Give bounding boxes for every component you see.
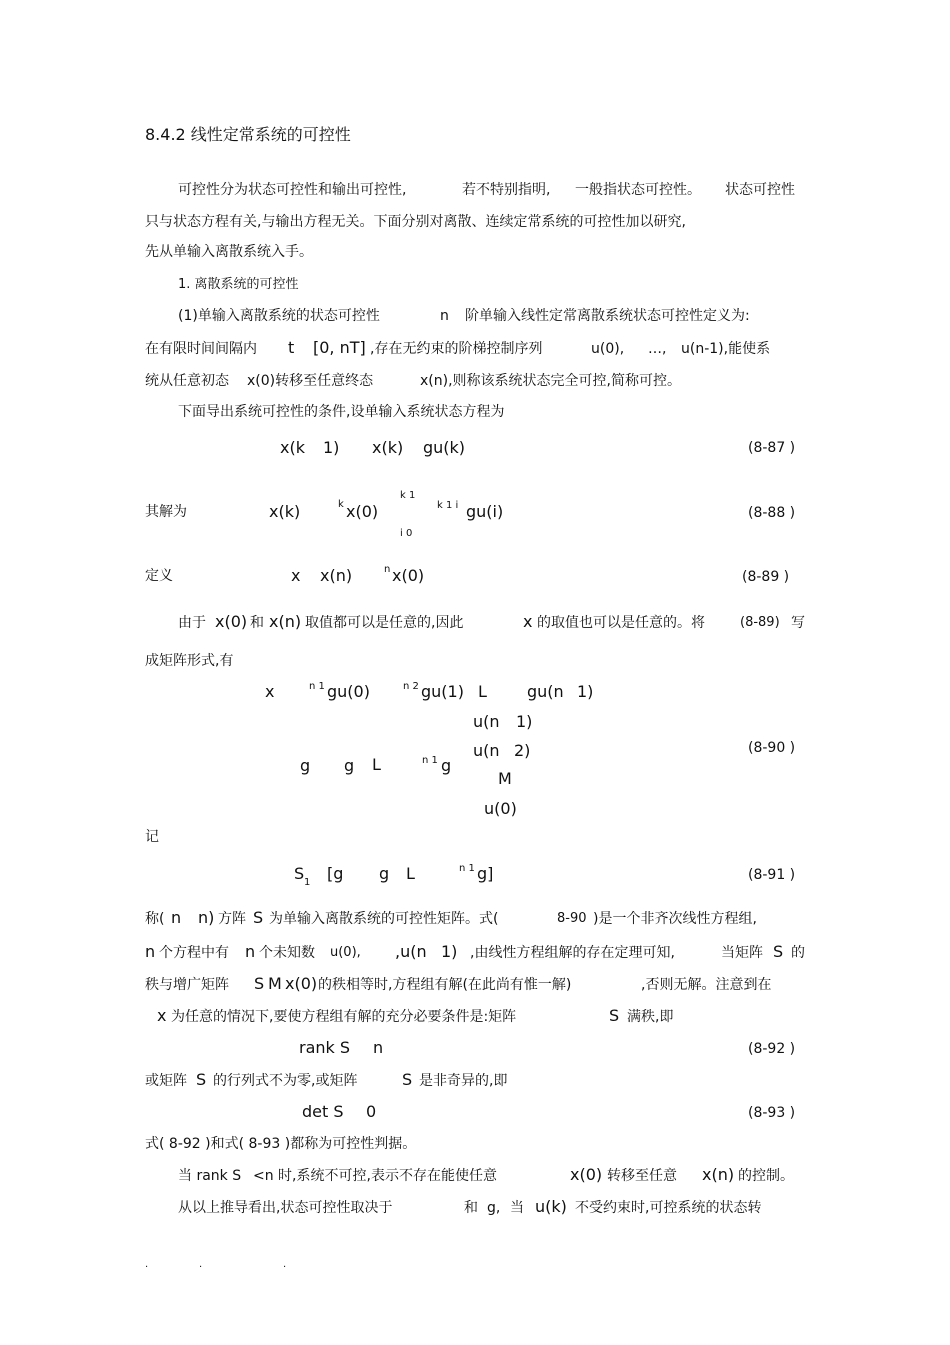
equation-number: (8-91 ) <box>748 867 796 883</box>
math-superscript: n <box>384 564 391 575</box>
subsection-title: 1. 离散系统的可控性 <box>178 277 299 292</box>
math-text: S <box>254 974 265 993</box>
math-text: u(n <box>473 712 500 731</box>
paragraph-text: x(0)转移至任意终态 <box>247 373 374 389</box>
equation-number: (8-89 ) <box>742 569 790 585</box>
math-text: g <box>344 756 355 775</box>
math-text: L <box>406 864 415 883</box>
math-text: g <box>379 864 390 883</box>
math-text: [g <box>327 864 344 883</box>
math-text: 1) <box>441 942 458 961</box>
paragraph-text: 当 rank S <box>178 1168 242 1184</box>
paragraph-text: (8-89) <box>740 615 780 630</box>
paragraph-text: 个方程中有 <box>159 945 229 961</box>
math-text: n <box>145 942 156 961</box>
math-text: u(0) <box>484 799 517 818</box>
paragraph-text: u(n-1),能使系 <box>681 341 771 357</box>
paragraph-text: 写 <box>791 615 805 631</box>
equation-number: (8-93 ) <box>748 1105 796 1121</box>
math-text: 1) <box>577 682 594 701</box>
equation-number: (8-92 ) <box>748 1041 796 1057</box>
paragraph-text: u(0), <box>591 341 625 357</box>
math-text: g <box>300 756 311 775</box>
math-text: u(n <box>473 741 500 760</box>
math-superscript: k <box>338 499 344 510</box>
math-text: gu(0) <box>327 682 370 701</box>
math-text: n <box>373 1038 384 1057</box>
paragraph-text: ,存在无约束的阶梯控制序列 <box>370 341 543 357</box>
paragraph-text: 为任意的情况下,要使方程组有解的充分必要条件是:矩阵 <box>171 1009 517 1025</box>
paragraph-text: 当 <box>510 1200 524 1216</box>
math-superscript: k 1 i <box>437 500 459 511</box>
intro-text: 可控性分为状态可控性和输出可控性, <box>178 182 407 198</box>
math-text: 1) <box>323 438 340 457</box>
math-text: det S <box>302 1102 344 1121</box>
math-superscript: n 2 <box>403 681 419 692</box>
intro-text: 一般指状态可控性。 <box>575 182 701 198</box>
paragraph-text: 8-90 <box>557 911 587 926</box>
math-sum-lower: i 0 <box>400 528 413 539</box>
math-text: S <box>609 1006 620 1025</box>
paragraph-text: n <box>440 308 449 324</box>
paragraph-text: 和 <box>464 1200 478 1216</box>
math-text: L <box>478 682 487 701</box>
paragraph-text: 阶单输入线性定常离散系统状态可控性定义为: <box>465 308 750 324</box>
paragraph-text: 的取值也可以是任意的。将 <box>537 615 705 631</box>
paragraph-text: 个未知数 <box>259 945 315 961</box>
paragraph-text: 的 <box>791 945 805 961</box>
equation-number: (8-87 ) <box>748 440 796 456</box>
math-text: S <box>402 1070 413 1089</box>
paragraph-text: 由于 <box>178 615 206 631</box>
math-superscript: n 1 <box>459 863 475 874</box>
equation-number: (8-90 ) <box>748 740 796 756</box>
footer-dot: . <box>199 1259 203 1270</box>
equation-number: (8-88 ) <box>748 505 796 521</box>
math-text: x(0) <box>346 502 379 521</box>
paragraph-text: 满秩,即 <box>627 1009 674 1025</box>
math-text: 0 <box>366 1102 377 1121</box>
math-text: x(k <box>280 438 305 457</box>
math-text: g] <box>477 864 494 883</box>
paragraph-text: (1)单输入离散系统的状态可控性 <box>178 308 380 324</box>
math-text: n) <box>198 908 215 927</box>
math-text: M <box>268 974 282 993</box>
math-text: L <box>372 755 381 774</box>
math-text: x <box>265 682 275 701</box>
math-text: gu(1) <box>421 682 464 701</box>
intro-text: 只与状态方程有关,与输出方程无关。下面分别对离散、连续定常系统的可控性加以研究, <box>145 214 686 230</box>
math-text: x(n) <box>702 1165 735 1184</box>
paragraph-text: 成矩阵形式,有 <box>145 653 234 669</box>
math-text: x(0) <box>392 566 425 585</box>
math-text: x(0) <box>215 612 248 631</box>
math-text: 2) <box>514 741 531 760</box>
paragraph-text: <n 时,系统不可控,表示不存在能使任意 <box>253 1168 497 1184</box>
paragraph-text: 的控制。 <box>738 1168 794 1184</box>
paragraph-text: 当矩阵 <box>721 945 763 961</box>
math-text: x(0) <box>285 974 318 993</box>
intro-text: 先从单输入离散系统入手。 <box>145 244 313 260</box>
math-sum-upper: k 1 <box>400 490 416 501</box>
math-text: [0, nT] <box>313 338 366 357</box>
paragraph-text: 统从任意初态 <box>145 373 229 389</box>
paragraph-text: ,由线性方程组解的存在定理可知, <box>470 945 675 961</box>
paragraph-text: 方阵 <box>218 911 246 927</box>
section-heading: 8.4.2 线性定常系统的可控性 <box>145 125 351 144</box>
paragraph-text: 在有限时间间隔内 <box>145 341 257 357</box>
math-text: x(n) <box>320 566 353 585</box>
paragraph-text: 从以上推导看出,状态可控性取决于 <box>178 1200 393 1216</box>
math-text: u(k) <box>535 1197 567 1216</box>
paragraph-text: 是非奇异的,即 <box>419 1073 508 1089</box>
math-text: x(0) <box>570 1165 603 1184</box>
math-superscript: n 1 <box>309 681 325 692</box>
paragraph-text: 其解为 <box>145 504 187 520</box>
paragraph-text: 取值都可以是任意的,因此 <box>305 615 464 631</box>
footer-dot: . <box>283 1259 287 1270</box>
paragraph-text: 式( 8-92 )和式( 8-93 )都称为可控性判据。 <box>145 1136 417 1152</box>
math-text: S <box>253 908 264 927</box>
math-text: M <box>498 769 512 788</box>
math-text: ,u(n <box>395 942 427 961</box>
math-text: u(0), <box>330 945 361 960</box>
paragraph-text: 或矩阵 <box>145 1073 187 1089</box>
math-text: x <box>291 566 301 585</box>
paragraph-text: 转移至任意 <box>607 1168 677 1184</box>
math-subscript: 1 <box>304 877 311 888</box>
paragraph-text: 的秩相等时,方程组有解(在此尚有惟一解) <box>318 977 572 993</box>
math-text: gu(n <box>527 682 564 701</box>
paragraph-text: 下面导出系统可控性的条件,设单输入系统状态方程为 <box>178 404 505 420</box>
math-superscript: n 1 <box>422 755 438 766</box>
math-text: x <box>523 612 533 631</box>
paragraph-text: 定义 <box>145 568 173 584</box>
math-text: gu(i) <box>466 502 504 521</box>
intro-text: 若不特别指明, <box>462 182 551 198</box>
math-text: n <box>171 908 182 927</box>
paragraph-text: 为单输入离散系统的可控性矩阵。式( <box>269 911 499 927</box>
math-text: S <box>294 864 305 883</box>
paragraph-text: 和 <box>250 615 264 631</box>
paragraph-text: ,否则无解。注意到在 <box>641 977 772 993</box>
paragraph-text: …, <box>648 341 667 357</box>
paragraph-text: 不受约束时,可控系统的状态转 <box>575 1200 762 1216</box>
math-text: S <box>773 942 784 961</box>
math-text: n <box>245 942 256 961</box>
paragraph-text: g, <box>487 1200 501 1216</box>
paragraph-text: x(n),则称该系统状态完全可控,简称可控。 <box>420 373 681 389</box>
paragraph-text: )是一个非齐次线性方程组, <box>593 911 757 927</box>
paragraph-text: 秩与增广矩阵 <box>145 977 229 993</box>
math-text: S <box>196 1070 207 1089</box>
paragraph-text: 称( <box>145 911 165 927</box>
math-text: x(k) <box>269 502 301 521</box>
math-text: t <box>288 338 295 357</box>
math-text: x(n) <box>269 612 302 631</box>
math-text: rank S <box>299 1038 351 1057</box>
math-text: x(k) <box>372 438 404 457</box>
paragraph-text: 的行列式不为零,或矩阵 <box>213 1073 358 1089</box>
math-text: 1) <box>516 712 533 731</box>
math-text: gu(k) <box>423 438 466 457</box>
footer-dot: . <box>145 1259 149 1270</box>
intro-text: 状态可控性 <box>725 182 795 198</box>
math-text: g <box>441 756 452 775</box>
math-text: x <box>157 1006 167 1025</box>
paragraph-text: 记 <box>145 829 159 845</box>
